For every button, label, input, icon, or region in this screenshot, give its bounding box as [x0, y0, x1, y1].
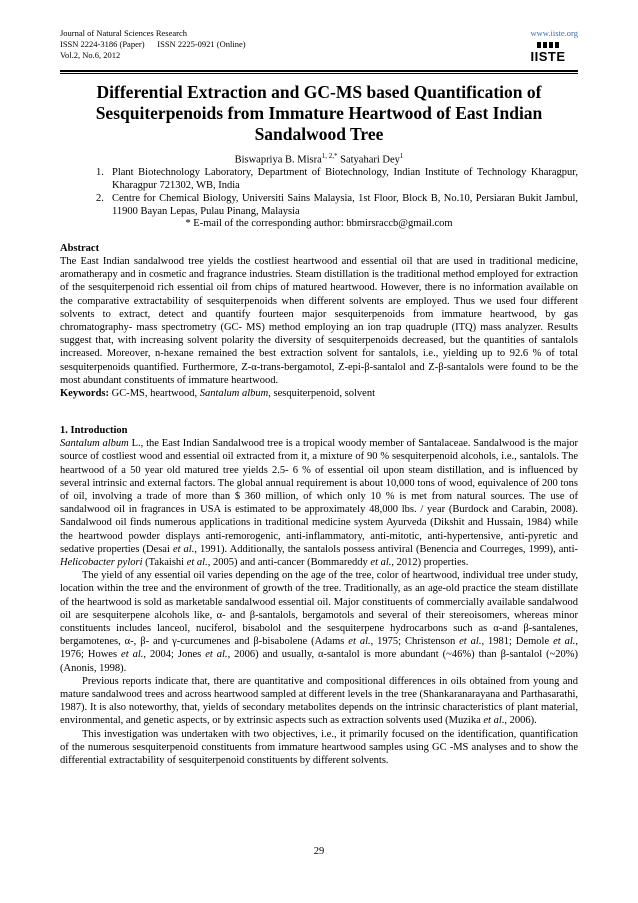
paper-title: Differential Extraction and GC-MS based Quantification of Sesquiterpenoids from Immature Heartwood of East Indian Sandalwood Tree [95, 82, 543, 144]
abstract-text: The East Indian sandalwood tree yields the costliest heartwood and essential oil that are used in traditional medicine, aromatherapy and in cosmetic and fragrance industries. Steam distillation is the traditional method employed for extraction of the sesquiterpenoid rich essential oil from chips of matured heartwood. However, there is no information available on the comparative extractability of sesquiterpenoids when different solvents are employed. Thus we used four different solvents to extract, detect and quantify fourteen major sesquiterpenoids from immature heartwood, by gas chromatography- mass spectrometry (GC- MS) method employing an ion trap quadruple (ITQ) mass analyzer. Results suggest that, with increasing solvent polarity the diversity of sesquiterpenoids decreased, but the quantities of santalols increased. Moreover, n-hexane remained the best extraction solvent for santalols, i.e., yielding up to 92.6 % of total sesquiterpenoids quantified. Furthermore, Z-α-trans-bergamotol, Z-epi-β-santalol and Z-β-santalols were found to be the most abundant constituents of immature heartwood. [60, 256, 578, 386]
abstract-heading: Abstract [60, 243, 100, 254]
italic-term: et al. [459, 636, 482, 648]
italic-term: et al. [348, 636, 371, 648]
keywords-label: Keywords: [60, 388, 109, 400]
affiliation-item [96, 192, 578, 218]
iiste-logo [520, 42, 576, 70]
header-rule-thin [60, 73, 578, 74]
italic-term: et al. [172, 543, 195, 555]
author-line [60, 152, 578, 166]
section-heading: 1. Introduction [60, 425, 128, 436]
paragraph-text: ., 2006). [501, 715, 537, 727]
logo-mark-icon [520, 42, 576, 48]
journal-name: Journal of Natural Sciences Research [60, 28, 187, 38]
italic-term: et al [483, 715, 502, 727]
logo-text: IISTE [530, 49, 566, 64]
journal-issn: ISSN 2224-3186 (Paper) ISSN 2225-0921 (Online) [60, 39, 246, 49]
paragraph-text: , 2005) and anti-cancer (Bommareddy [207, 557, 371, 569]
paragraph-text: , 1991). Additionally, the santalols possess antiviral (Benencia and Courreges, 1999), anti- [194, 543, 578, 555]
body-paragraph: This investigation was undertaken with two objectives, i.e., it primarily focused on the identification, quantification of the numerous sesquiterpenoid constituents from immature heartwood samples using GC -MS analyses and to show the differential extractability of sesquiterpenoid constituents by different solvents. [60, 728, 578, 767]
paragraph-text: (Takaishi [142, 557, 187, 569]
body-paragraph [60, 569, 578, 675]
italic-term: Santalum album [60, 438, 129, 450]
paragraph-text: , 1981; Demole [481, 636, 554, 648]
page-number: 29 [313, 846, 325, 857]
author-name: Biswapriya B. Misra [234, 154, 322, 166]
affiliation-number: 1. [96, 167, 104, 178]
journal-url-block [531, 28, 578, 38]
italic-term: et al. [121, 649, 144, 661]
body-paragraph [60, 437, 578, 569]
paragraph-text: L., the East Indian Sandalwood tree is a tropical woody member of Santalaceae. Sandalwood is the major source of costliest wood and essential oil extracted from it, a mixture of 90 % sesquiterpenoid alcohols, i.e., santalols. The heartwood of a 50 year old matured tree yields 2.5- 6 % of essential oil upon steam distillation, and is influenced by several intrinsic and external factors. The global annual requirement is about 10,000 tons of wood, equivalence of 200 tons of oil, involving a trade of more than $ 360 million, of which only 10 % is met from natural sources. The use of sandalwood oil in fragrances in USA is estimated to be approximately 48,000 lbs. / year (Burdock and Carabin, 2008). Sandalwood oil finds numerous applications in traditional medicine system Ayurveda (Dikshit and Hussain, 1984) while the heartwood powder displays anti-remorogenic, anti-inflammatory, anti-mitotic, anti-hypertensive, anti-pyretic and sedative properties (Desai [60, 438, 578, 555]
paragraph-text: Previous reports indicate that, there are quantitative and compositional differences in oils obtained from young and mature sandalwood trees and across heartwood sampled at different levels in the tree (Shankaranarayana and Parthasarathi, 1987). It is also noteworthy, that, yields of secondary metabolites depends on the intrinsic characteristics of plant material, environmental, and genetic aspects, or by extrinsic aspects such as extraction solvents used (Muzika [60, 675, 578, 727]
paragraph-text: , 2006) and usually, α-santalol is more abundant (~46%) than β-santalol (~20%) (Anonis, 1998). [60, 649, 579, 674]
header-rule-thick [60, 70, 578, 72]
italic-term: et al. [205, 649, 228, 661]
journal-volume: Vol.2, No.6, 2012 [60, 50, 121, 60]
affiliation-text: Plant Biotechnology Laboratory, Department of Biotechnology, Indian Institute of Technology Kharagpur, Kharagpur 721302, WB, India [112, 167, 578, 191]
keywords-line [60, 387, 578, 400]
italic-term: et al. [553, 636, 576, 648]
body-paragraph [60, 675, 578, 728]
paragraph-text: , 1975; Christenson [370, 636, 460, 648]
keywords-text: , sesquiterpenoid, solvent [268, 388, 375, 400]
keywords-text: GC-MS, heartwood, [109, 388, 200, 400]
keywords-text: Santalum album [199, 388, 269, 400]
affiliation-number: 2. [96, 193, 104, 204]
affiliation-item [96, 166, 578, 192]
paragraph-text: , 2012) properties. [391, 557, 469, 569]
affiliation-list [96, 166, 578, 218]
corresponding-email: * E-mail of the corresponding author: bbmirsraccb@gmail.com [185, 218, 453, 229]
author-affiliation-marker: 1 [399, 152, 404, 160]
author-name: Satyahari Dey [340, 154, 400, 166]
paragraph-text: The yield of any essential oil varies depending on the age of the tree, color of heartwood, individual tree under study, location within the tree and the environment of growth of the tree. Traditionally, as an age-old practice the steam distillate of the heartwood is sold as marketable sandalwood essential oil. Major constituents of commercially available sandalwood oil are sesquiterpene alcohols like, α- and β-santalols, bergamotols and several of their stereoisomers, whereas minor constituents includes lanceol, nuciferol, bisabolol and the sesquiterpene hydrocarbons such as α-and β-santalenes, bergamotenes, α-, β- and γ-curcumenes and β-bisabolene (Adams [60, 570, 578, 648]
journal-url-link[interactable]: www.iiste.org [530, 28, 578, 38]
paragraph-text: , 2004; Jones [143, 649, 206, 661]
journal-header [60, 28, 246, 61]
introduction-section [60, 424, 578, 767]
italic-term: et al. [186, 557, 208, 569]
italic-term: Helicobacter pylori [60, 557, 143, 569]
author-affiliation-marker: 1, 2,* [321, 152, 338, 160]
paragraph-text: , 1976; Howes [60, 636, 578, 661]
italic-term: et al. [370, 557, 392, 569]
affiliation-text: Centre for Chemical Biology, Universiti Sains Malaysia, 1st Floor, Block B, No.10, Persiaran Bukit Jambul, 11900 Bayan Lepas, Pulau Pinang, Malaysia [112, 193, 578, 217]
abstract-section [60, 255, 578, 400]
